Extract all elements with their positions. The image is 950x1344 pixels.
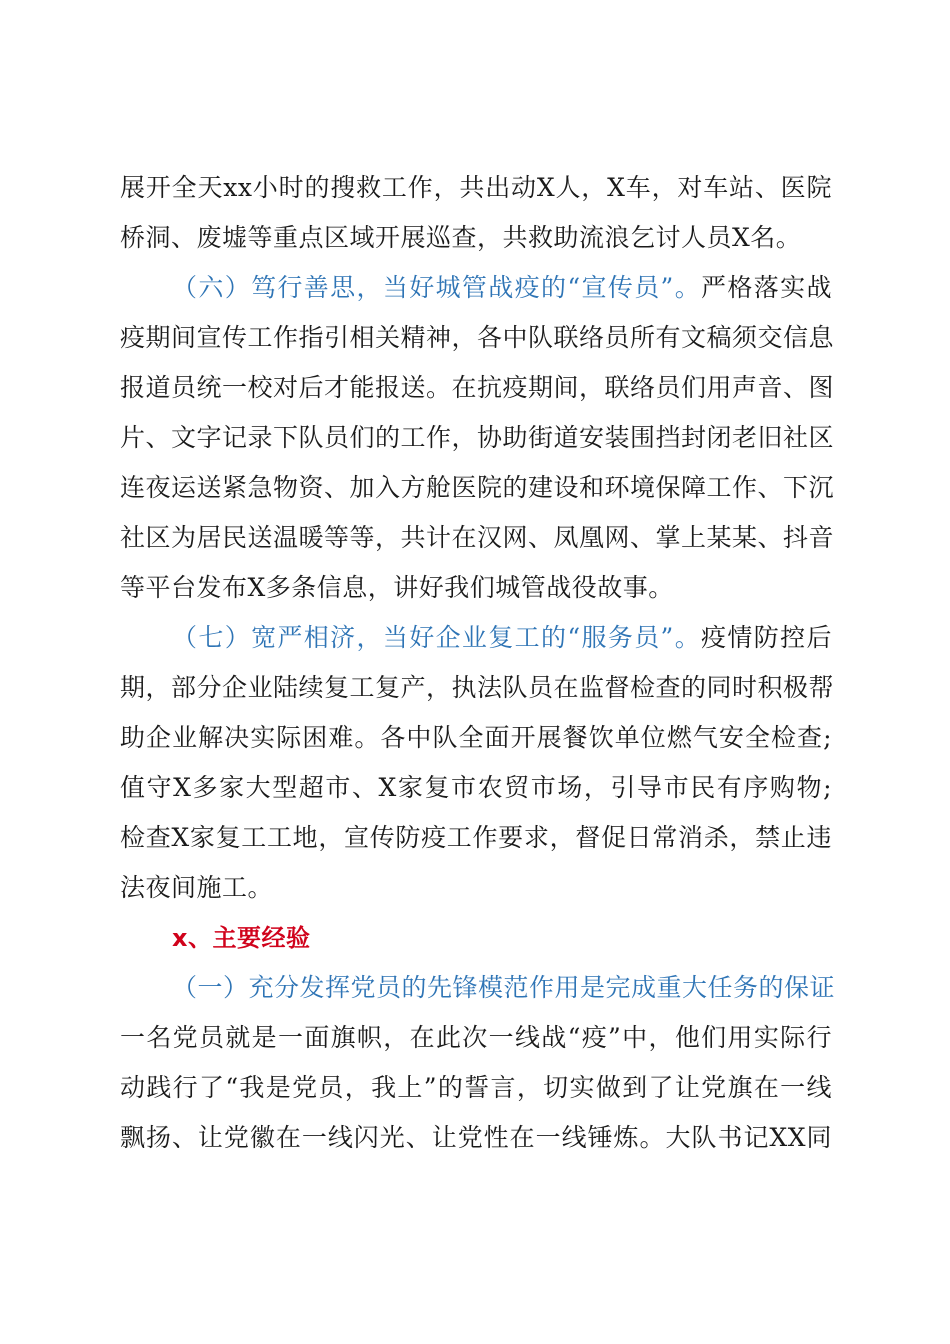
paragraph-line: 报道员统一校对后才能报送。在抗疫期间，联络员们用声音、图 [120, 373, 835, 402]
paragraph-line: 等平台发布X多条信息，讲好我们城管战役故事。 [120, 573, 674, 602]
subheading-1: （一）充分发挥党员的先锋模范作用是完成重大任务的保证 [172, 973, 836, 1002]
paragraph-text: 疫情防控后 [701, 623, 832, 652]
paragraph-line: 法夜间施工。 [120, 873, 274, 902]
subheading-7: （七）宽严相济，当好企业复工的“服务员”。 [172, 623, 702, 652]
paragraph-line: 桥洞、废墟等重点区域开展巡查，共救助流浪乞讨人员X名。 [120, 223, 802, 252]
paragraph-line: 期，部分企业陆续复工复产，执法队员在监督检查的同时积极帮 [120, 673, 835, 702]
subheading-line-7 [172, 618, 832, 658]
subheading-line-6 [172, 268, 832, 308]
paragraph-line: 检查X家复工工地，宣传防疫工作要求，督促日常消杀，禁止违 [120, 823, 832, 852]
paragraph-line: 动践行了“我是党员，我上”的誓言，切实做到了让党旗在一线 [120, 1073, 832, 1102]
paragraph-line: 一名党员就是一面旗帜，在此次一线战“疫”中，他们用实际行 [120, 1023, 832, 1052]
paragraph-line: 社区为居民送温暖等等，共计在汉网、凤凰网、掌上某某、抖音 [120, 523, 835, 552]
paragraph-line: 助企业解决实际困难。各中队全面开展餐饮单位燃气安全检查; [120, 723, 832, 752]
paragraph-line: 片、文字记录下队员们的工作，协助街道安装围挡封闭老旧社区 [120, 423, 835, 452]
paragraph-line: 飘扬、让党徽在一线闪光、让党性在一线锤炼。大队书记XX同 [120, 1123, 832, 1152]
section-heading: x、主要经验 [172, 924, 311, 952]
paragraph-line: 连夜运送紧急物资、加入方舱医院的建设和环境保障工作、下沉 [120, 473, 835, 502]
paragraph-line: 疫期间宣传工作指引相关精神，各中队联络员所有文稿须交信息 [120, 323, 835, 352]
paragraph-line: 展开全天xx小时的搜救工作，共出动X人，X车，对车站、医院 [120, 173, 832, 202]
paragraph-text: 严格落实战 [701, 273, 832, 302]
paragraph-line: 值守X多家大型超市、X家复市农贸市场，引导市民有序购物; [120, 773, 832, 802]
subheading-6: （六）笃行善思，当好城管战疫的“宣传员”。 [172, 273, 702, 302]
